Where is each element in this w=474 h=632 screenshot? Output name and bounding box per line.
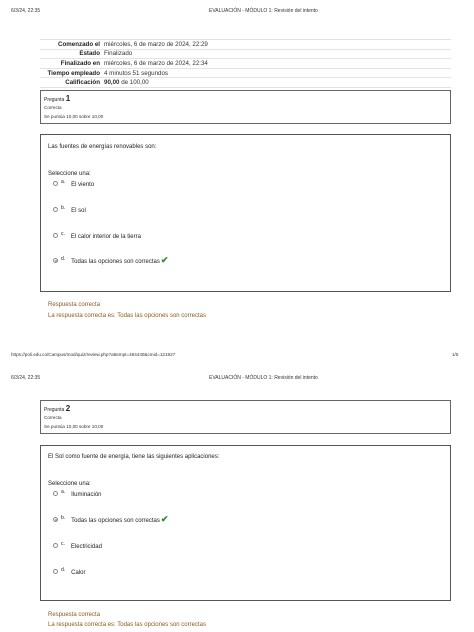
select-prompt: Seleccione una:: [48, 481, 91, 487]
radio-button[interactable]: [53, 569, 58, 574]
answer-option-d[interactable]: [53, 257, 168, 265]
radio-button[interactable]: [53, 207, 58, 212]
question-status: Correcta: [44, 105, 62, 110]
answer-option-c[interactable]: [53, 232, 141, 240]
radio-button-selected[interactable]: [53, 258, 58, 263]
page-date: 6/3/24, 22:35: [11, 375, 41, 381]
feedback-correct: Respuesta correcta: [48, 612, 101, 618]
option-letter: d.: [61, 256, 66, 262]
summary-value: Finalizado: [104, 50, 133, 58]
page-date: 6/3/24, 22:35: [11, 8, 41, 14]
answer-option-b[interactable]: [53, 516, 168, 524]
radio-button-selected[interactable]: [53, 517, 58, 522]
option-letter: c.: [61, 541, 65, 547]
select-prompt: Seleccione una:: [48, 171, 91, 177]
radio-button[interactable]: [53, 181, 58, 186]
answer-option-d[interactable]: [53, 568, 86, 576]
page-number: 1/5: [452, 352, 459, 357]
option-text: Calor: [71, 570, 86, 576]
summary-label: Finalizado en: [60, 59, 100, 67]
option-text: El sol: [71, 208, 86, 214]
question-text: El Sol como fuente de energía, tiene las siguientes aplicaciones:: [48, 454, 220, 460]
option-letter: b.: [61, 515, 66, 521]
question-score: Se puntúa 10,00 sobre 10,00: [44, 114, 104, 119]
grade-value: 90,00: [104, 79, 120, 87]
answer-option-b[interactable]: [53, 206, 86, 214]
summary-label: Comenzado el: [58, 40, 100, 48]
feedback-right-answer: La respuesta correcta es: Todas las opciones son correctas: [48, 313, 206, 319]
question-status: Correcta: [44, 415, 62, 420]
page-url[interactable]: https://poli.edu.co/Campus/mod/quiz/review.php?attempt=484440&cmid=121927: [11, 352, 176, 357]
summary-value: miércoles, 6 de marzo de 2024, 22:29: [104, 40, 208, 48]
question-number: 2: [65, 404, 71, 413]
option-letter: c.: [61, 231, 65, 237]
radio-button[interactable]: [53, 543, 58, 548]
summary-row-time: [40, 68, 451, 78]
option-letter: d.: [61, 567, 66, 573]
option-letter: a.: [61, 179, 66, 185]
question-1-content: [40, 134, 451, 292]
option-text: Electricidad: [70, 544, 102, 550]
answer-option-a[interactable]: [53, 490, 102, 498]
feedback-right-answer: La respuesta correcta es: Todas las opciones son correctas: [48, 622, 206, 628]
question-label: Pregunta: [44, 97, 65, 103]
summary-row-finished: [40, 58, 451, 68]
feedback-correct: Respuesta correcta: [48, 302, 101, 308]
attempt-summary-table: [40, 39, 451, 88]
answer-option-c[interactable]: [53, 542, 102, 550]
answer-option-a[interactable]: [53, 180, 94, 188]
grade-total: de 100,00: [119, 79, 149, 87]
summary-row-state: [40, 49, 451, 59]
question-text: Las fuentes de energías renovables son:: [48, 144, 157, 150]
summary-value: [104, 79, 149, 86]
correct-check-icon: ✔: [160, 514, 169, 524]
summary-value: miércoles, 6 de marzo de 2024, 22:34: [104, 59, 208, 67]
summary-label: Tiempo empleado: [47, 69, 100, 77]
summary-value: 4 minutos 51 segundos: [104, 69, 168, 77]
correct-check-icon: ✔: [160, 255, 169, 265]
option-text: El calor interior de la tierra: [70, 234, 141, 240]
question-1-info: [40, 90, 451, 124]
option-letter: b.: [61, 205, 66, 211]
page-title: EVALUACIÓN - MÓDULO 1: Revisión del intento: [209, 375, 318, 381]
question-score: Se puntúa 10,00 sobre 10,00: [44, 424, 104, 429]
question-2-content: [40, 445, 451, 601]
question-label: Pregunta: [44, 407, 65, 413]
page-title: EVALUACIÓN - MÓDULO 1: Revisión del intento: [209, 8, 318, 14]
summary-row-started: [40, 39, 451, 49]
radio-button[interactable]: [53, 491, 58, 496]
option-text: Iluminación: [71, 492, 102, 498]
summary-label: Estado: [79, 50, 100, 58]
option-text: El viento: [71, 182, 95, 188]
question-number: 1: [65, 94, 71, 103]
summary-label: Calificación: [65, 79, 100, 87]
summary-row-grade: [40, 77, 451, 88]
question-2-info: [40, 400, 451, 434]
option-text: Todas las opciones son correctas: [71, 518, 160, 524]
option-text: Todas las opciones son correctas: [71, 259, 160, 265]
radio-button[interactable]: [53, 233, 58, 238]
option-letter: a.: [61, 489, 66, 495]
